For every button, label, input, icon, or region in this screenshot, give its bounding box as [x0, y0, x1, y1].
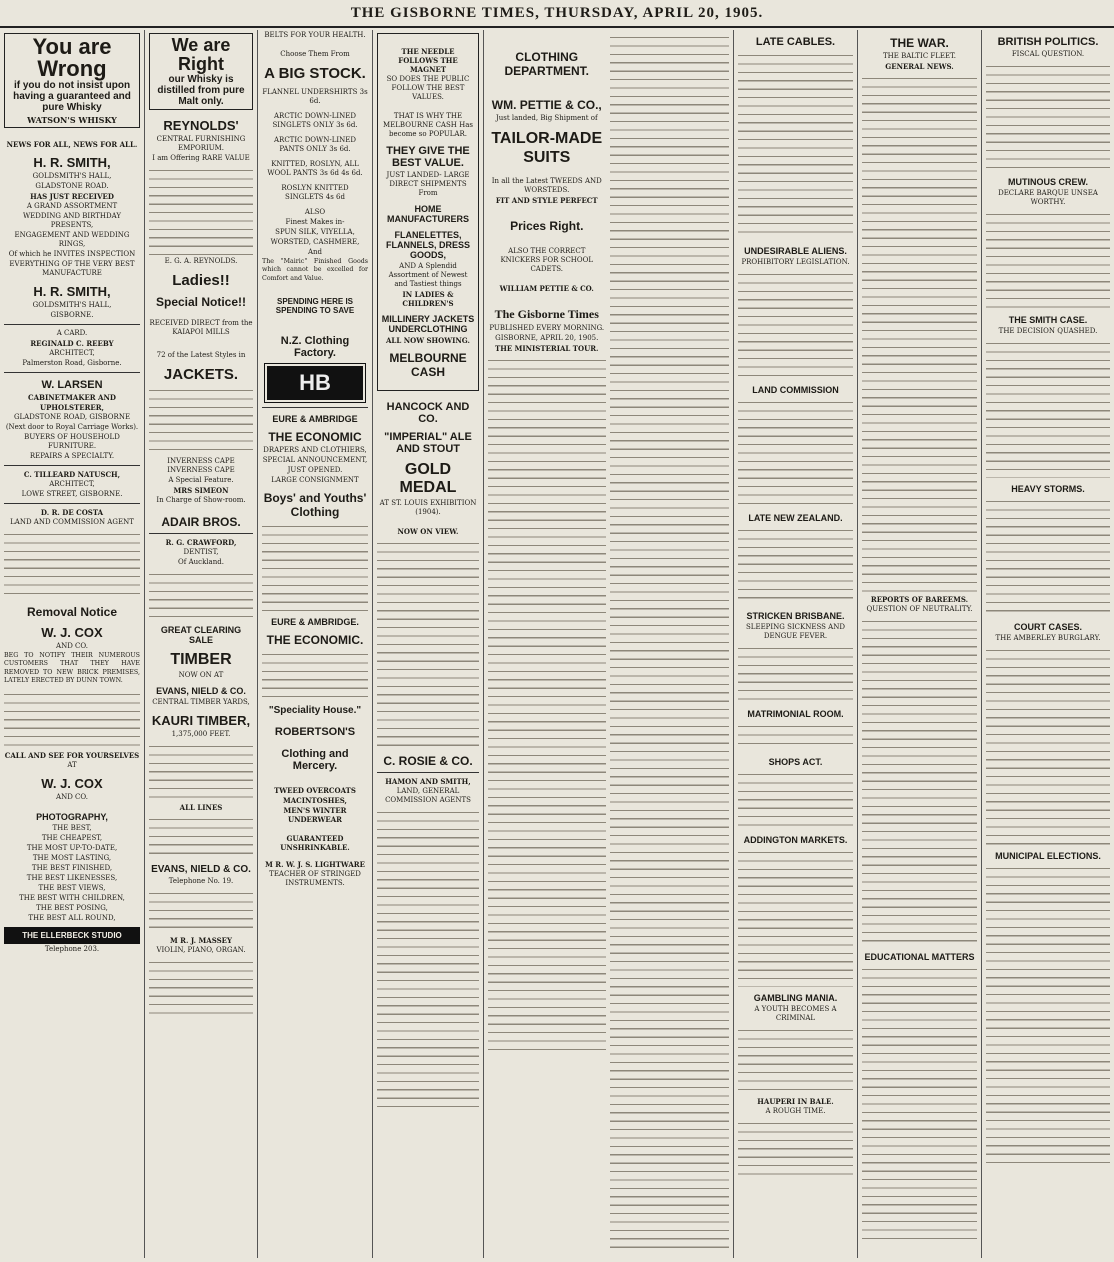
photo-line: THE BEST ALL ROUND,: [28, 913, 116, 922]
kauri-timber: KAURI TIMBER,: [151, 713, 251, 728]
timber-sub: NOW ON AT: [178, 671, 224, 679]
landed-line: JUST LANDED- LARGE DIRECT SHIPMENTS From: [386, 171, 470, 197]
shops-act: SHOPS ACT.: [768, 757, 823, 767]
column-7: [858, 30, 982, 1258]
millinery: MILLINERY JACKETS UNDERCLOTHING: [381, 314, 475, 334]
reports: REPORTS OF BAREEMS.: [870, 595, 969, 604]
reynolds-offer: I am Offering RARE VALUE: [152, 154, 250, 162]
hamon-body-text: [377, 807, 479, 1107]
municipal-elections: MUNICIPAL ELECTIONS.: [995, 851, 1101, 861]
all-now-showing: ALL NOW SHOWING.: [386, 336, 470, 345]
fit-style: FIT AND STYLE PERFECT: [495, 196, 598, 205]
fiscal-question: FISCAL QUESTION.: [1011, 50, 1085, 58]
why-line: THAT IS WHY THE MELBOURNE CASH Has become so POPULAR.: [383, 112, 473, 138]
smith-hall: GOLDSMITH'S HALL,: [32, 172, 112, 180]
gambling-mania: GAMBLING MANIA.: [753, 993, 838, 1003]
smith-street: GLADSTONE ROAD.: [35, 182, 109, 190]
shops-text: [738, 769, 853, 829]
education-text: [862, 964, 977, 1244]
smith-wedding: WEDDING AND BIRTHDAY PRESENTS,: [22, 212, 122, 229]
photo-line: THE BEST WITH CHILDREN,: [19, 893, 125, 902]
addington-text: [738, 847, 853, 987]
smith-town-2: GISBORNE.: [50, 311, 94, 319]
neutrality-text: [862, 616, 977, 946]
photo-title: PHOTOGRAPHY,: [36, 811, 108, 822]
best-value: THEY GIVE THE BEST VALUE.: [386, 145, 470, 169]
stock-item: KNITTED, ROSLYN, ALL WOOL PANTS 3s 6d 4s 6d.: [267, 160, 363, 177]
cox-at: AT: [67, 760, 77, 769]
smith-hall-2: GOLDSMITH'S HALL,: [32, 301, 112, 309]
pettie-name: WM. PETTIE & CO.,: [491, 98, 602, 112]
photo-line: THE MOST UP-TO-DATE,: [26, 843, 118, 852]
flannels: FLANELETTES, FLANNELS, DRESS GOODS,: [385, 230, 470, 260]
cox-and-2: AND CO.: [56, 792, 88, 801]
wrong-advert: [4, 33, 140, 128]
larsen-role: CABINETMAKER AND: [28, 393, 116, 402]
smith-name: H. R. SMITH,: [33, 155, 111, 170]
cox-and: AND CO.: [56, 642, 88, 650]
spun-silk: SPUN SILK, VIYELLA,: [275, 228, 355, 236]
smith-case: THE SMITH CASE.: [1008, 315, 1088, 325]
hb-logo-mark: HB: [267, 366, 363, 400]
jackets-pre: 72 of the Latest Styles in: [156, 351, 246, 359]
cox-body: BEG TO NOTIFY THEIR NUMEROUS CUSTOMERS THAT THEY HAVE REMOVED TO NEW BRICK PREMISES, LATELY ERECTED BY DUNN TOWN.: [4, 652, 140, 685]
clothing-department: CLOTHING DEPARTMENT.: [504, 50, 589, 78]
evans-nield: EVANS, NIELD & CO.: [156, 686, 246, 696]
smith-name-2: H. R. SMITH,: [33, 284, 111, 299]
eure-ambridge: EURE & AMBRIDGE: [272, 414, 358, 425]
card-title: A CARD.: [56, 329, 88, 337]
jackets-title: JACKETS.: [163, 366, 239, 383]
reynolds-body-text: [149, 165, 253, 255]
clothing-mercery: Clothing and Mercery.: [281, 748, 349, 773]
special-feature: A Special Feature.: [168, 476, 234, 484]
declare-barque: DECLARE BARQUE UNSEA WORTHY.: [998, 189, 1098, 206]
the-war: THE WAR.: [890, 36, 949, 50]
massey-body-text: [149, 957, 253, 1017]
architect-address: Palmerston Road, Gisborne.: [22, 359, 122, 367]
pettie-name-2: WILLIAM PETTIE & CO.: [499, 284, 594, 293]
larsen-buyers: BUYERS OF HOUSEHOLD FURNITURE.: [24, 433, 120, 450]
addington-markets: ADDINGTON MARKETS.: [743, 835, 848, 845]
wrong-headline: You are Wrong: [32, 34, 112, 81]
municipal-text: [986, 863, 1110, 1163]
right-advert: [149, 33, 253, 110]
removal-title: Removal Notice: [26, 605, 118, 619]
evans-sub: CENTRAL TIMBER YARDS,: [152, 698, 250, 706]
war-text: [862, 73, 977, 593]
architect-role: ARCHITECT,: [49, 349, 95, 357]
ellerbeck-telephone: Telephone 203.: [44, 944, 100, 953]
court-text: [986, 645, 1110, 845]
nz-factory: N.Z. Clothing Factory.: [280, 335, 350, 360]
crawford-body-text: [149, 569, 253, 619]
reynolds-title: REYNOLDS': [163, 118, 239, 133]
larsen-note: (Next door to Royal Carriage Works).: [5, 423, 139, 431]
clearing-sale: GREAT CLEARING SALE: [160, 625, 242, 645]
neutrality: QUESTION OF NEUTRALITY.: [866, 605, 973, 613]
column-5-top: [488, 30, 729, 1254]
smith-assortment: A GRAND ASSORTMENT: [26, 202, 118, 210]
costa-body-text: [4, 529, 140, 599]
knickers-line: ALSO THE CORRECT KNICKERS FOR SCHOOL CADETS.: [500, 247, 594, 273]
right-headline: We are Right: [171, 35, 231, 74]
imperial-ale: "IMPERIAL" ALE AND STOUT: [384, 431, 472, 455]
cox-name: W. J. COX: [41, 625, 103, 640]
land-commission: LAND COMMISSION: [752, 385, 839, 395]
news-column: [610, 30, 730, 1254]
ladies-children: IN LADIES & CHILDREN'S: [402, 290, 454, 308]
now-on-view: NOW ON VIEW.: [397, 527, 459, 536]
stock-items: [262, 88, 368, 202]
lightware-name: M R. W. J. S. LIGHTWARE: [265, 860, 365, 870]
view-body-text: [377, 538, 479, 748]
finest-line: Finest Makes in-: [285, 218, 345, 226]
mutinous-crew: MUTINOUS CREW.: [1008, 177, 1088, 187]
photo-line: THE MOST LASTING,: [32, 853, 112, 862]
column-1: [0, 30, 145, 1258]
published: PUBLISHED EVERY MORNING.: [489, 324, 605, 332]
gold-medal: GOLD MEDAL: [399, 461, 457, 496]
dateline: GISBORNE, APRIL 20, 1905.: [495, 334, 599, 342]
stock-item: ARCTIC DOWN-LINED PANTS ONLY 3s 6d.: [274, 136, 356, 153]
shipment-line: Just landed, Big Shipment of: [495, 114, 598, 122]
stricken-brisbane: STRICKEN BRISBANE.: [746, 611, 845, 621]
costa-role: LAND AND COMMISSION AGENT: [10, 518, 134, 526]
spending-line: SPENDING HERE IS SPENDING TO SAVE: [275, 297, 355, 316]
macintoshes: MACINTOSHES,: [283, 796, 347, 806]
st-louis: AT ST. LOUIS EXHIBITION (1904).: [379, 499, 477, 516]
also-line: ALSO: [304, 208, 326, 216]
large-consignment: LARGE CONSIGNMENT: [271, 476, 359, 485]
hauperi: HAUPERI IN BALE.: [757, 1097, 834, 1106]
hb-logo: [264, 363, 366, 403]
tailor-made: TAILOR-MADE SUITS: [491, 130, 603, 166]
winter-underwear: MEN'S WINTER UNDERWEAR: [283, 806, 347, 825]
melbourne-cash-advert: [377, 33, 479, 391]
massey-name: M R. J. MASSEY: [170, 936, 232, 945]
british-politics: BRITISH POLITICS.: [997, 36, 1099, 48]
smith-received: HAS JUST RECEIVED: [30, 192, 114, 201]
ladies-title: Ladies!!: [172, 272, 230, 289]
stock-item: ROSLYN KNITTED SINGLETS 4s 6d: [281, 184, 349, 201]
cox-name-2: W. J. COX: [41, 775, 103, 791]
column-6: [734, 30, 858, 1258]
educational-matters: EDUCATIONAL MATTERS: [864, 952, 975, 962]
larsen-repairs: REPAIRS A SPECIALTY.: [29, 452, 115, 460]
famous-line: The "Mairic" Finished Goods which cannot be excelled for Comfort and Value.: [262, 258, 368, 282]
photo-line: THE BEST POSING,: [36, 903, 108, 912]
larsen-role-2: UPHOLSTERER,: [39, 403, 104, 412]
photo-lines: [4, 824, 140, 923]
pettie-advert: [488, 30, 606, 1254]
hancock: HANCOCK AND CO.: [386, 401, 470, 425]
column-4: [373, 30, 484, 1258]
masthead-title: THE GISBORNE TIMES, THURSDAY, APRIL 20, 1905.: [350, 5, 764, 21]
smith-everything: EVERYTHING OF THE VERY BEST MANUFACTURE: [9, 260, 135, 277]
crawford-name: R. G. CRAWFORD,: [165, 538, 237, 547]
divider: [4, 324, 140, 325]
baltic-fleet: THE BALTIC FLEET.: [883, 52, 956, 60]
divider: [377, 772, 479, 773]
photo-line: THE CHEAPEST,: [41, 833, 103, 842]
stock-item: ARCTIC DOWN-LINED SINGLETS ONLY 3s 6d.: [272, 112, 358, 129]
column-2: [145, 30, 258, 1258]
rough-time: A ROUGH TIME.: [765, 1107, 826, 1115]
general-news: GENERAL NEWS.: [885, 62, 954, 71]
economic-body-text: [262, 649, 368, 699]
stricken-text: [738, 643, 853, 703]
late-new-zealand: LATE NEW ZEALAND.: [748, 513, 843, 523]
value-line: SO DOES THE PUBLIC FOLLOW THE BEST VALUES.: [386, 75, 470, 101]
wrong-brand: WATSON'S WHISKY: [27, 115, 117, 125]
evans-body-text: [149, 888, 253, 934]
wrong-body: if you do not insist upon having a guaranteed and pure Whisky: [13, 80, 131, 113]
editorial-text: [488, 355, 606, 1055]
commission-text: [738, 397, 853, 507]
column-3: [258, 30, 373, 1258]
storms-text: [986, 496, 1110, 616]
simeon-sub: In Charge of Show-room.: [156, 496, 246, 504]
evans-telephone: Telephone No. 19.: [168, 877, 234, 885]
evans-nield-2: EVANS, NIELD & CO.: [151, 864, 251, 875]
smith-rings: ENGAGEMENT AND WEDDING RINGS,: [14, 231, 130, 248]
reynolds-sign: E. G. A. REYNOLDS.: [164, 257, 238, 265]
amberley-burglary: THE AMBERLEY BURGLARY.: [995, 634, 1101, 642]
news-text: [610, 32, 730, 1252]
court-cases: COURT CASES.: [1013, 622, 1082, 632]
timber-title: TIMBER: [170, 651, 232, 668]
stock-item: FLANNEL UNDERSHIRTS 3s 6d.: [262, 88, 368, 105]
drapers: DRAPERS AND CLOTHIERS,: [263, 446, 367, 455]
big-stock: A BIG STOCK.: [264, 65, 366, 82]
and-line: And: [307, 248, 323, 256]
kauri-feet: 1,375,000 FEET.: [171, 730, 231, 738]
gambling-text: [738, 1025, 853, 1095]
special-notice: Special Notice!!: [155, 295, 247, 309]
kauri-body-text: [149, 741, 253, 801]
reynolds-sub: CENTRAL FURNISHING EMPORIUM.: [156, 135, 246, 152]
politics-text: [986, 61, 1110, 171]
ministerial-tour: THE MINISTERIAL TOUR.: [495, 344, 599, 353]
tweeds-line: In all the Latest TWEEDS AND WORSTEDS.: [491, 177, 602, 194]
stricken-sub: SLEEPING SICKNESS AND DENGUE FEVER.: [746, 623, 845, 640]
prices-right: Prices Right.: [510, 219, 584, 233]
late-nz-text: [738, 525, 853, 605]
hamon-smith: HAMON AND SMITH,: [385, 777, 471, 786]
mrs-simeon: MRS SIMEON: [173, 486, 229, 495]
masthead: [0, 0, 1114, 28]
rough-text: [738, 1118, 853, 1178]
divider: [4, 465, 140, 466]
all-lines-text: [149, 814, 253, 858]
photo-line: THE BEST,: [52, 823, 92, 832]
photo-line: THE BEST LIKENESSES,: [26, 873, 118, 882]
right-body: our Whisky is distilled from pure Malt only.: [157, 74, 245, 107]
photo-line: THE BEST FINISHED,: [31, 863, 113, 872]
economic-2: THE ECONOMIC.: [266, 633, 364, 648]
architect-name: REGINALD C. REEBY: [30, 339, 114, 348]
special-announcement: SPECIAL ANNOUNCEMENT,: [262, 456, 368, 465]
column-8: [982, 30, 1114, 1258]
aliens-text: [738, 269, 853, 379]
natusch-role: ARCHITECT,: [49, 480, 95, 488]
divider: [4, 372, 140, 373]
all-lines: ALL LINES: [179, 803, 223, 812]
heavy-storms: HEAVY STORMS.: [1011, 484, 1085, 494]
column-5: [484, 30, 734, 1258]
ellerbeck-studio: THE ELLERBECK STUDIO: [4, 927, 140, 944]
eure-ambridge-2: EURE & AMBRIDGE.: [271, 617, 359, 628]
tweed-overcoats: TWEED OVERCOATS: [274, 786, 356, 796]
crawford-role: DENTIST,: [183, 548, 219, 556]
inverness-cape: INVERNESS CAPE INVERNESS CAPE: [167, 457, 235, 474]
hamon-sub: LAND, GENERAL COMMISSION AGENTS: [385, 787, 471, 804]
boys-clothing: Boys' and Youths' Clothing: [263, 491, 367, 520]
jackets-body-text: [149, 385, 253, 455]
lightware-sub: TEACHER OF STRINGED INSTRUMENTS.: [269, 870, 361, 888]
natusch-address: LOWE STREET, GISBORNE.: [21, 490, 123, 498]
divider: [4, 503, 140, 504]
belts-line: BELTS FOR YOUR HEALTH.: [264, 31, 366, 39]
massey-sub: VIOLIN, PIANO, ORGAN.: [156, 946, 246, 954]
guaranteed: GUARANTEED UNSHRINKABLE.: [280, 834, 350, 853]
received-direct: RECEIVED DIRECT from the KAIAPOI MILLS: [149, 319, 253, 336]
divider: [149, 533, 253, 534]
matrimonial-room: MATRIMONIAL ROOM.: [747, 709, 844, 719]
natusch-name: C. TILLEARD NATUSCH,: [23, 470, 121, 479]
prohibitory: PROHIBITORY LEGISLATION.: [741, 258, 850, 266]
youth-criminal: A YOUTH BECOMES A CRIMINAL: [754, 1005, 837, 1022]
just-opened: JUST OPENED.: [287, 466, 343, 475]
boys-body-text: [262, 521, 368, 611]
costa-name: D. R. DE COSTA: [40, 508, 104, 517]
splendid-line: AND A Splendid Assortment of Newest and Tastiest things: [388, 262, 468, 288]
larsen-name: W. LARSEN: [41, 379, 103, 391]
cox-body-text: [4, 689, 140, 749]
crawford-town: Of Auckland.: [178, 558, 224, 566]
smith-text: [986, 338, 1110, 478]
late-cables: LATE CABLES.: [755, 36, 836, 48]
choose-line: Choose Them From: [280, 50, 350, 58]
decision-quashed: THE DECISION QUASHED.: [998, 327, 1098, 335]
adair-bros: ADAIR BROS.: [161, 515, 241, 529]
cox-call: CALL AND SEE FOR YOURSELVES: [4, 750, 140, 760]
matrimonial-text: [738, 721, 853, 751]
home-manufacturers: HOME MANUFACTURERS: [387, 204, 469, 224]
cables-text: [738, 50, 853, 240]
needle-line: THE NEEDLE FOLLOWS THE MAGNET: [398, 47, 458, 74]
photo-line: THE BEST VIEWS,: [38, 883, 106, 892]
speciality-house: "Speciality House.": [268, 705, 362, 717]
worsted-line: WORSTED, CASHMERE,: [270, 238, 360, 246]
divider: [262, 407, 368, 408]
news-tag: NEWS FOR ALL, NEWS FOR ALL.: [6, 140, 138, 149]
gisborne-times: The Gisborne Times: [494, 307, 599, 321]
smith-inspect: Of which he INVITES INSPECTION: [8, 250, 136, 258]
melbourne-cash: MELBOURNE CASH: [389, 351, 467, 379]
larsen-address: GLADSTONE ROAD, GISBORNE: [13, 413, 131, 421]
undesirable-aliens: UNDESIRABLE ALIENS.: [744, 246, 847, 256]
mutinous-text: [986, 209, 1110, 309]
economic: THE ECONOMIC: [268, 430, 362, 445]
rosie: C. ROSIE & CO.: [383, 754, 473, 768]
robertsons: ROBERTSON'S: [274, 726, 356, 739]
